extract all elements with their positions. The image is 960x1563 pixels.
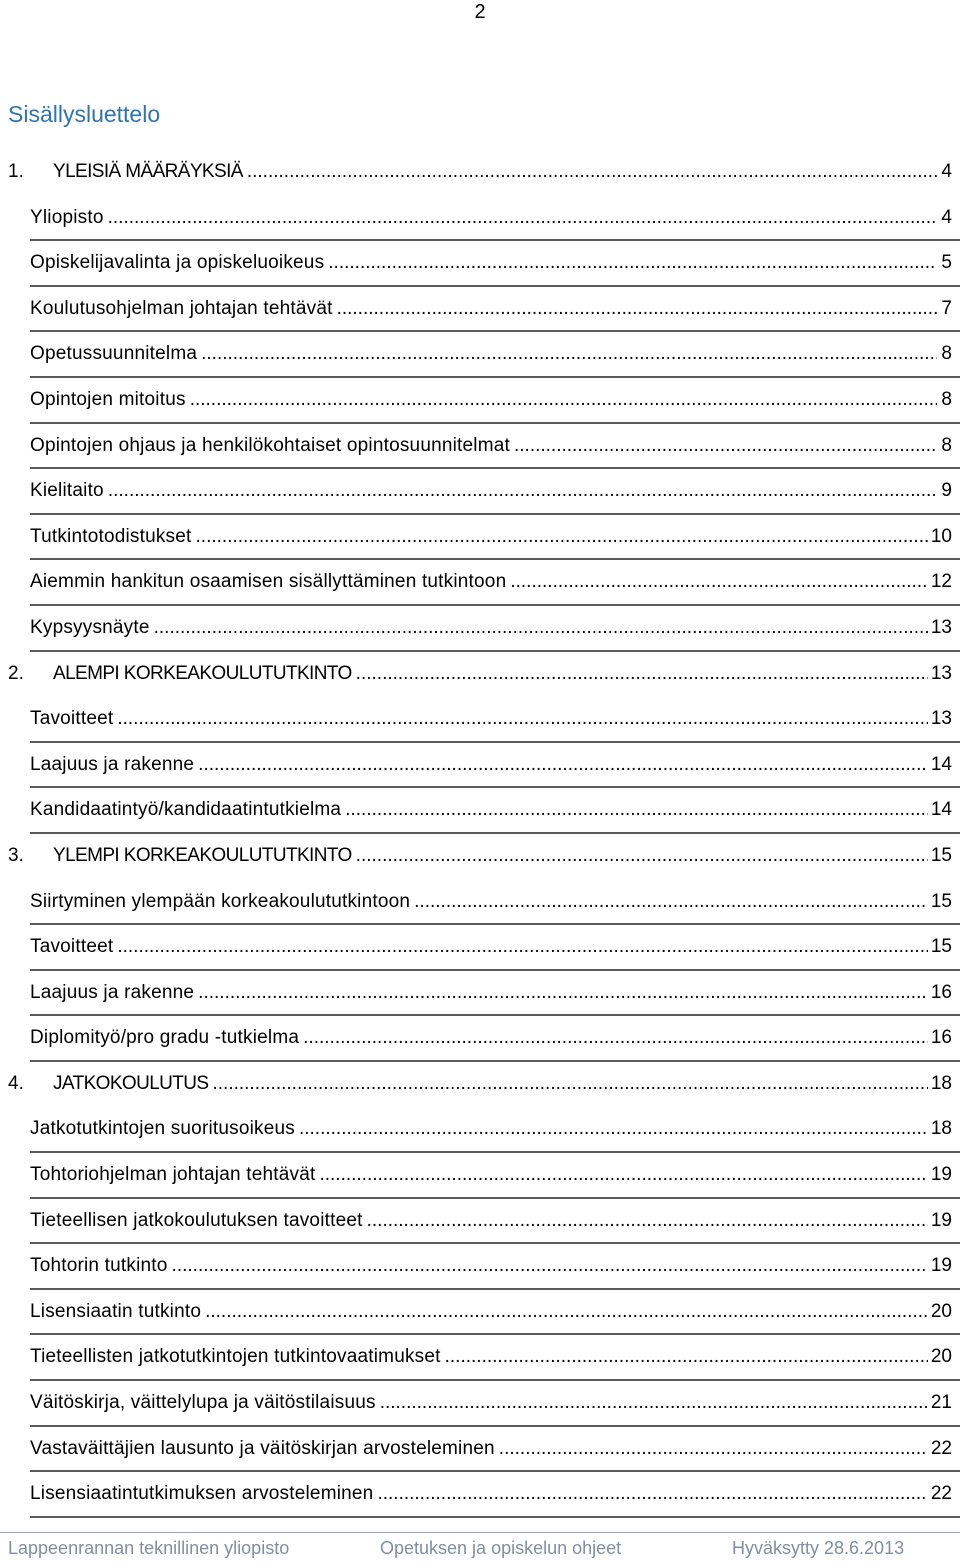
toc-chapter-entry[interactable] (0, 150, 960, 196)
toc-section-entry[interactable] (0, 1381, 960, 1427)
toc-section-entry[interactable] (0, 1244, 960, 1290)
toc-section-entry[interactable] (0, 788, 960, 834)
toc-page-number: 10 (930, 525, 952, 547)
toc-entry-label: Opintojen ohjaus ja henkilökohtaiset opintosuunnitelmat (30, 434, 510, 456)
toc-section-entry[interactable] (0, 1472, 960, 1518)
toc-entry-label: Tavoitteet (30, 936, 114, 958)
toc-dot-leader (445, 1343, 928, 1371)
toc-dot-leader (196, 523, 928, 551)
toc-page-number: 8 (941, 343, 952, 365)
toc-chapter-number: 3. (8, 844, 24, 866)
toc-chapter-number: 2. (8, 662, 24, 684)
toc-page-number: 21 (930, 1392, 952, 1414)
toc-title: Sisällysluettelo (8, 101, 161, 127)
toc-section-entry[interactable] (0, 378, 960, 424)
toc-entry-label: Tutkintotodistukset (30, 525, 192, 547)
toc-dot-leader (414, 888, 928, 916)
toc-page-number: 15 (930, 890, 952, 912)
toc-section-entry[interactable] (0, 1153, 960, 1199)
toc-dot-leader (205, 1298, 928, 1326)
footer-approval-date: Hyväksytty 28.6.2013 (732, 1538, 905, 1558)
toc-entry-label: Väitöskirja, väittelylupa ja väitöstilaisuus (30, 1392, 376, 1414)
toc-chapter-number: 4. (8, 1072, 24, 1094)
toc-dot-leader (328, 249, 937, 277)
toc-page-number: 18 (930, 1118, 952, 1140)
toc-entry-label: Vastaväittäjien lausunto ja väitöskirjan arvosteleminen (30, 1437, 495, 1459)
toc-entry-label: Diplomityö/pro gradu -tutkielma (30, 1027, 300, 1049)
toc-page-number: 13 (930, 662, 952, 684)
toc-entry-label: ALEMPI KORKEAKOULUTUTKINTO (53, 662, 352, 684)
toc-section-entry[interactable] (0, 1427, 960, 1473)
toc-dot-leader (345, 796, 928, 824)
toc-dot-leader (190, 386, 937, 414)
toc-dot-leader (337, 295, 937, 323)
toc-page-number: 16 (930, 1027, 952, 1049)
toc-page-number: 14 (930, 799, 952, 821)
toc-chapter-entry[interactable] (0, 834, 960, 880)
toc-dot-leader (201, 340, 937, 368)
toc-entry-label: Jatkotutkintojen suoritusoikeus (30, 1118, 295, 1140)
page-number: 2 (474, 1, 486, 23)
toc-page-number: 13 (930, 708, 952, 730)
toc-section-entry[interactable] (0, 515, 960, 561)
toc-entry-label: Tieteellisen jatkokoulutuksen tavoitteet (30, 1209, 363, 1231)
footer-institution: Lappeenrannan teknillinen yliopisto (8, 1538, 290, 1558)
toc-entry-label: Opetussuunnitelma (30, 343, 198, 365)
toc-dot-leader (510, 568, 928, 596)
toc-section-entry[interactable] (0, 1335, 960, 1381)
footer-document-title: Opetuksen ja opiskelun ohjeet (380, 1538, 622, 1558)
toc-section-entry[interactable] (0, 469, 960, 515)
toc-entry-label: YLEISIÄ MÄÄRÄYKSIÄ (53, 161, 243, 182)
toc-chapter-entry[interactable] (0, 1062, 960, 1108)
toc-dot-leader (380, 1389, 928, 1417)
toc-dot-leader (117, 705, 928, 733)
toc-entry-label: Siirtyminen ylempään korkeakoulututkintoon (30, 890, 411, 912)
toc-dot-leader (247, 158, 937, 186)
toc-entry-label: Tavoitteet (30, 708, 114, 730)
toc-page-number: 19 (930, 1209, 952, 1231)
toc-page-number: 19 (930, 1255, 952, 1277)
toc-page-number: 18 (930, 1072, 952, 1094)
toc-section-entry[interactable] (0, 196, 960, 242)
toc-entry-label: Kypsyysnäyte (30, 616, 150, 638)
toc-section-entry[interactable] (0, 424, 960, 470)
toc-section-entry[interactable] (0, 560, 960, 606)
toc-entry-label: Koulutusohjelman johtajan tehtävät (30, 297, 333, 319)
toc-page-number: 4 (941, 161, 952, 182)
toc-page-number: 12 (930, 571, 952, 593)
toc-dot-leader (367, 1207, 928, 1235)
toc-dot-leader (514, 432, 937, 460)
toc-page-number: 15 (930, 844, 952, 866)
toc-page-number: 8 (941, 388, 952, 410)
toc-chapter-number: 1. (8, 161, 24, 182)
toc-entry-label: Tieteellisten jatkotutkintojen tutkintovaatimukset (30, 1346, 441, 1368)
toc-page-number: 16 (930, 981, 952, 1003)
toc-section-entry[interactable] (0, 1107, 960, 1153)
toc-entry-label: Aiemmin hankitun osaamisen sisällyttäminen tutkintoon (30, 571, 507, 593)
toc-section-entry[interactable] (0, 1290, 960, 1336)
toc-dot-leader (377, 1480, 927, 1508)
toc-dot-leader (319, 1161, 927, 1189)
toc-section-entry[interactable] (0, 606, 960, 652)
toc-page-number: 22 (930, 1437, 952, 1459)
toc-page-number: 19 (930, 1164, 952, 1186)
toc-entry-label: Laajuus ja rakenne (30, 981, 195, 1003)
toc-dot-leader (356, 842, 928, 870)
toc-dot-leader (303, 1024, 928, 1052)
toc-chapter-entry[interactable] (0, 652, 960, 698)
toc-dot-leader (299, 1115, 928, 1143)
toc-page-number: 20 (930, 1300, 952, 1322)
toc-entry-label: Lisensiaatintutkimuksen arvosteleminen (30, 1483, 374, 1505)
toc-entry-label: Tohtoriohjelman johtajan tehtävät (30, 1164, 316, 1186)
toc-entry-label: Laajuus ja rakenne (30, 753, 195, 775)
toc-entry-label: Lisensiaatin tutkinto (30, 1300, 202, 1322)
toc-entry-label: Opintojen mitoitus (30, 388, 186, 410)
toc-page-number: 9 (941, 480, 952, 502)
toc-page-number: 8 (941, 434, 952, 456)
toc-dot-leader (108, 477, 937, 505)
toc-entry-label: YLEMPI KORKEAKOULUTUTKINTO (53, 844, 352, 866)
toc-entry-label: Tohtorin tutkinto (30, 1255, 168, 1277)
toc-section-entry[interactable] (0, 880, 960, 926)
toc-dot-leader (154, 614, 928, 642)
toc-section-entry[interactable] (0, 743, 960, 789)
toc-section-entry[interactable] (0, 332, 960, 378)
toc-dot-leader (212, 1070, 927, 1098)
toc-dot-leader (499, 1435, 928, 1463)
toc-dot-leader (117, 933, 928, 961)
toc-section-entry[interactable] (0, 1199, 960, 1245)
table-of-contents (0, 150, 960, 1518)
toc-page-number: 13 (930, 616, 952, 638)
toc-page-number: 22 (930, 1483, 952, 1505)
toc-dot-leader (356, 660, 928, 688)
toc-section-entry[interactable] (0, 697, 960, 743)
toc-dot-leader (108, 204, 937, 232)
toc-page-number: 7 (941, 297, 952, 319)
toc-page-number: 4 (941, 206, 952, 228)
toc-entry-label: Kielitaito (30, 480, 104, 502)
toc-entry-label: JATKOKOULUTUS (53, 1072, 209, 1094)
toc-dot-leader (172, 1252, 928, 1280)
toc-page-number: 5 (941, 252, 952, 274)
page-footer (0, 1532, 960, 1560)
toc-section-entry[interactable] (0, 287, 960, 333)
toc-entry-label: Opiskelijavalinta ja opiskeluoikeus (30, 252, 325, 274)
toc-section-entry[interactable] (0, 1016, 960, 1062)
toc-page-number: 14 (930, 753, 952, 775)
toc-entry-label: Kandidaatintyö/kandidaatintutkielma (30, 799, 342, 821)
toc-entry-label: Yliopisto (30, 206, 104, 228)
toc-section-entry[interactable] (0, 925, 960, 971)
toc-section-entry[interactable] (0, 241, 960, 287)
toc-dot-leader (198, 751, 928, 779)
toc-page-number: 15 (930, 936, 952, 958)
toc-page-number: 20 (930, 1346, 952, 1368)
toc-section-entry[interactable] (0, 971, 960, 1017)
toc-dot-leader (198, 979, 928, 1007)
